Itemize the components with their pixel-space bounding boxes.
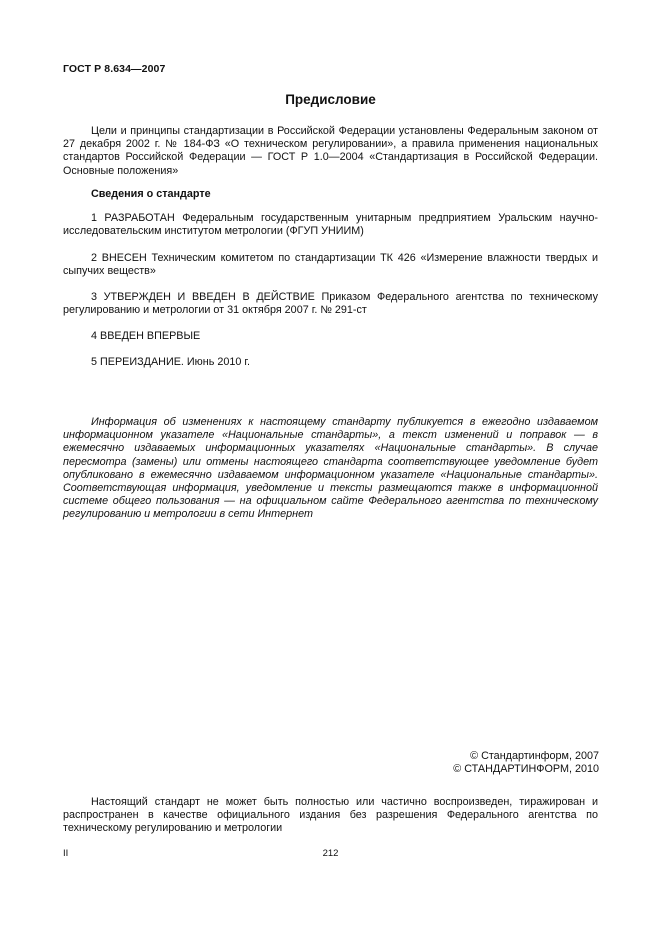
page-title: Предисловие xyxy=(285,92,376,107)
footer-page-number: 212 xyxy=(322,848,339,859)
intro-paragraph: Цели и принципы стандартизации в Российской Федерации установлены Федеральным законом от 27 декабря 2002 г. № 184-ФЗ «О техническом регулировании», а правила применения национальных стандартов Российской Федерации — ГОСТ Р 1.0—2004 «Стандартизация в Российской Федерации. Основные положения» xyxy=(63,125,598,177)
info-item-1: 1 РАЗРАБОТАН Федеральным государственным унитарным предприятием Уральским научно-исследовательским институтом метрологии (ФГУП УНИИМ) xyxy=(63,212,598,238)
changes-notice: Информация об изменениях к настоящему стандарту публикуется в ежегодно издаваемом информационном указателе «Национальные стандарты», а текст изменений и поправок — в ежемесячно издаваемых информационных указателях «Национальные стандарты». В случае пересмотра (замены) или отмены настоящего стандарта соответствующее уведомление будет опубликовано в ежемесячно издаваемом информационном указателе «Национальные стандарты». Соответствующая информация, уведомление и тексты размещаются также в информационной системе общего пользования — на официальном сайте Федерального агентства по техническому регулированию и метрологии в сети Интернет xyxy=(63,416,598,521)
reproduction-notice: Настоящий стандарт не может быть полностью или частично воспроизведен, тиражирован и распространен в качестве официального издания без разрешения Федерального агентства по техническому регулированию и метрологии xyxy=(63,796,598,835)
info-item-3: 3 УТВЕРЖДЕН И ВВЕДЕН В ДЕЙСТВИЕ Приказом Федерального агентства по техническому регулированию и метрологии от 31 октября 2007 г. № 291-ст xyxy=(63,291,598,317)
footer-page-roman: II xyxy=(63,848,69,859)
standard-code-header: ГОСТ Р 8.634—2007 xyxy=(63,63,166,75)
info-item-5: 5 ПЕРЕИЗДАНИЕ. Июнь 2010 г. xyxy=(91,356,251,368)
info-item-4: 4 ВВЕДЕН ВПЕРВЫЕ xyxy=(91,330,201,342)
copyright-block xyxy=(453,750,599,776)
info-item-2: 2 ВНЕСЕН Техническим комитетом по стандартизации ТК 426 «Измерение влажности твердых и сыпучих веществ» xyxy=(63,252,598,278)
copyright-line-2: © СТАНДАРТИНФОРМ, 2010 xyxy=(453,763,599,776)
copyright-line-1: © Стандартинформ, 2007 xyxy=(470,750,599,762)
info-heading: Сведения о стандарте xyxy=(91,188,211,200)
